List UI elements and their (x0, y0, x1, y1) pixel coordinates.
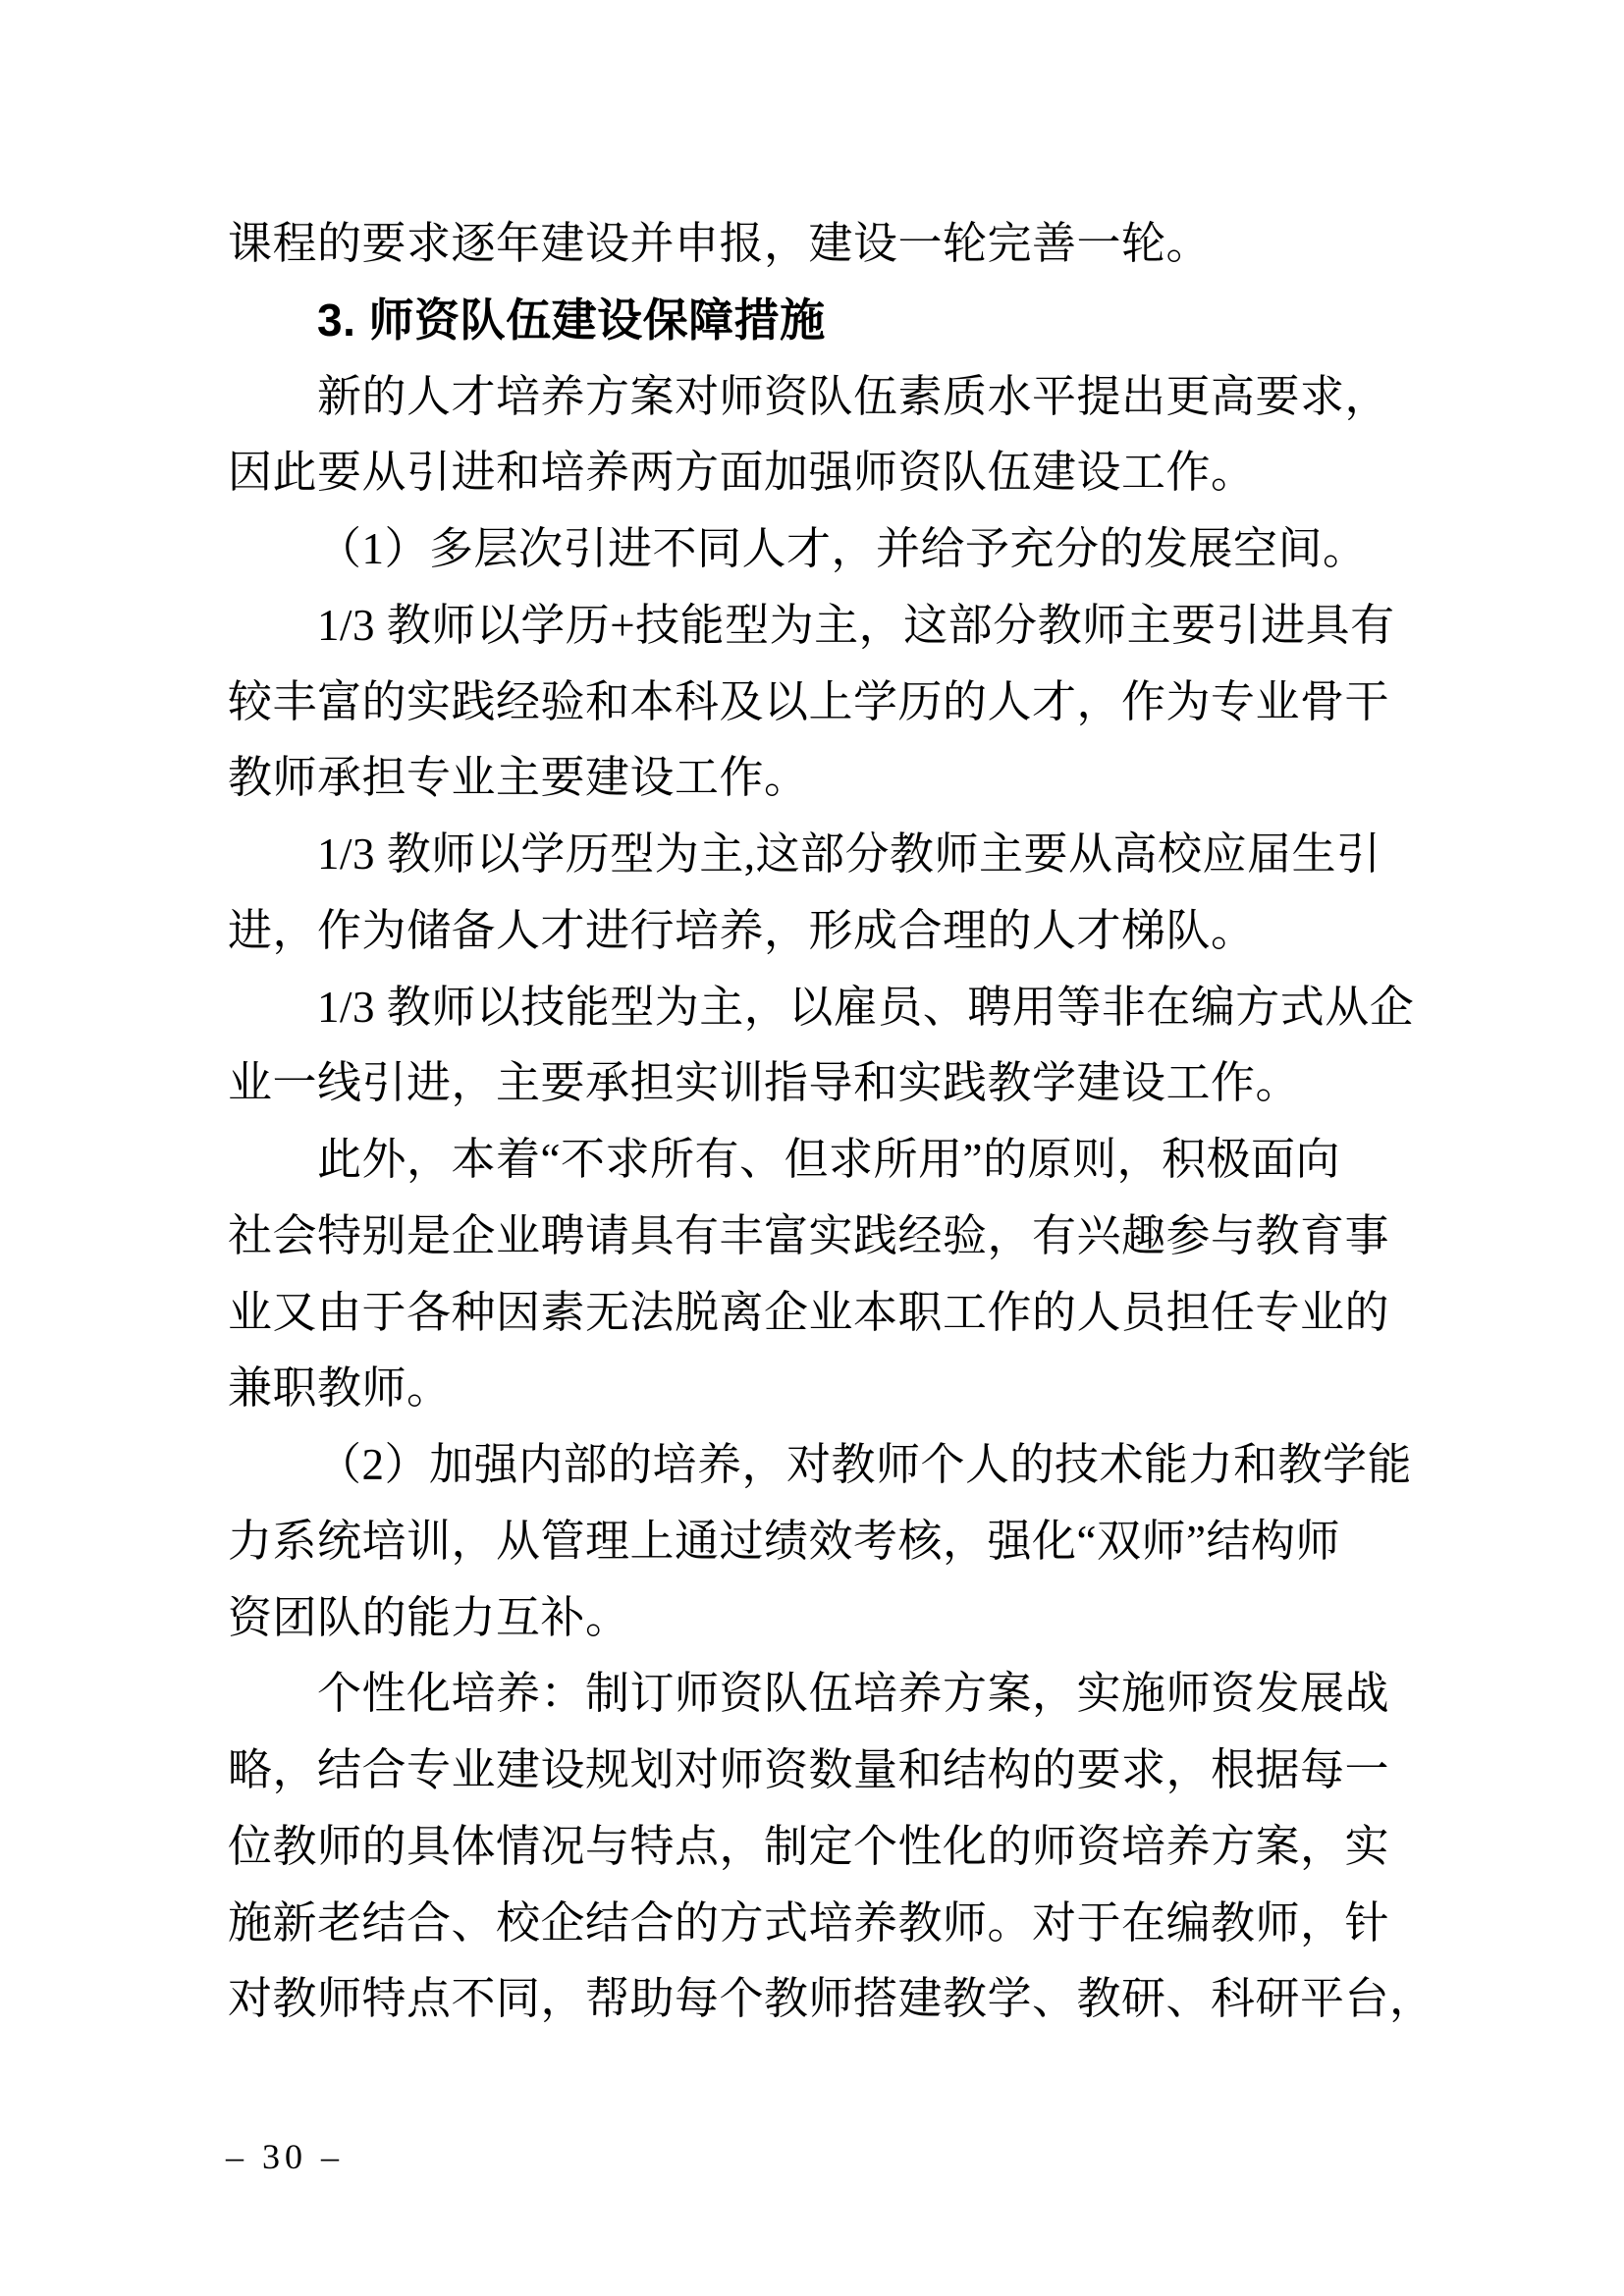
text-line: 个性化培养：制订师资队伍培养方案，实施师资发展战 (317, 1669, 1390, 1719)
text-line: 课程的要求逐年建设并申报，建设一轮完善一轮。 (228, 219, 1212, 268)
text-line: 进，作为储备人才进行培养，形成合理的人才梯队。 (228, 905, 1256, 955)
text-line: 1/3 教师以学历型为主,这部分教师主要从高校应届生引 (317, 829, 1381, 879)
text-line: 资团队的能力互补。 (228, 1592, 630, 1642)
text-line: （1）多层次引进不同人才，并给予充分的发展空间。 (317, 524, 1368, 573)
text-line: 教师承担专业主要建设工作。 (228, 753, 809, 803)
text-line: 力系统培训，从管理上通过绩效考核，强化“双师”结构师 (228, 1516, 1340, 1566)
body-text (228, 206, 1435, 2038)
page-number: – 30 – (226, 2137, 344, 2176)
text-line: 施新老结合、校企结合的方式培养教师。对于在编教师，针 (228, 1897, 1390, 1948)
text-line: 业一线引进，主要承担实训指导和实践教学建设工作。 (228, 1058, 1301, 1108)
text-line: 社会特别是企业聘请具有丰富实践经验，有兴趣参与教育事 (228, 1210, 1390, 1260)
text-line: 位教师的具体情况与特点，制定个性化的师资培养方案，实 (228, 1821, 1390, 1871)
text-line: 兼职教师。 (228, 1363, 452, 1414)
text-line: 对教师特点不同，帮助每个教师搭建教学、教研、科研平台， (228, 1974, 1435, 2024)
text-line: 业又由于各种因素无法脱离企业本职工作的人员担任专业的 (228, 1287, 1390, 1337)
text-line: 此外，本着“不求所有、但求所用”的原则，积极面向 (317, 1135, 1340, 1184)
section-heading: 3. 师资队伍建设保障措施 (317, 294, 826, 346)
text-line: 1/3 教师以学历+技能型为主，这部分教师主要引进具有 (317, 600, 1395, 650)
text-line: 1/3 教师以技能型为主，以雇员、聘用等非在编方式从企 (317, 982, 1415, 1032)
text-line: 略，结合专业建设规划对师资数量和结构的要求，根据每一 (228, 1745, 1390, 1794)
text-line: （2）加强内部的培养，对教师个人的技术能力和教学能 (317, 1440, 1413, 1489)
text-line: 因此要从引进和培养两方面加强师资队伍建设工作。 (228, 448, 1256, 498)
text-line: 新的人才培养方案对师资队伍素质水平提出更高要求， (317, 371, 1390, 421)
text-line: 较丰富的实践经验和本科及以上学历的人才，作为专业骨干 (228, 676, 1390, 726)
